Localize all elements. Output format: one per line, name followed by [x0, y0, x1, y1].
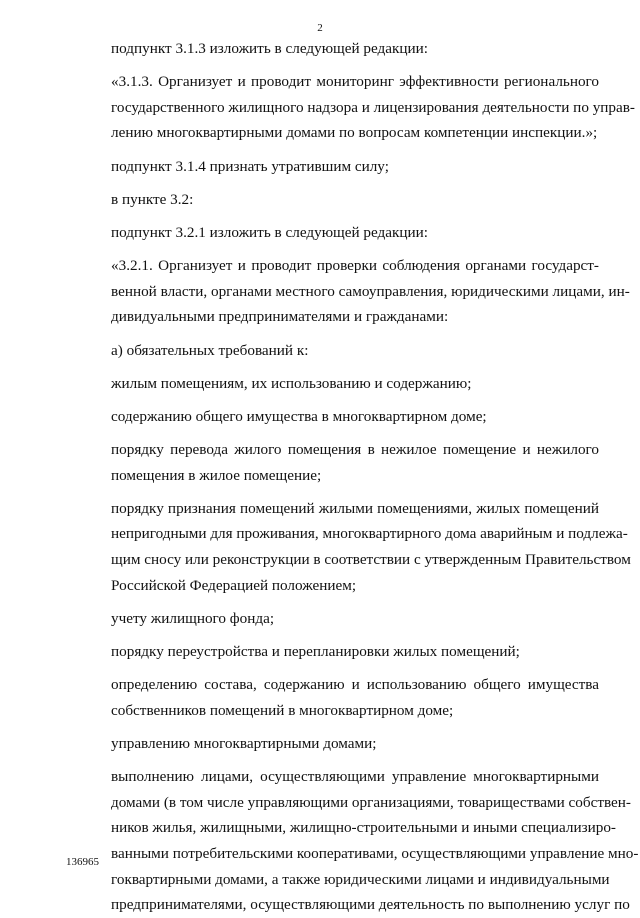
paragraph: [66, 154, 599, 180]
paragraph: [66, 606, 599, 632]
text-line: венной власти, органами местного самоуправления, юридическими лицами, ин-: [111, 282, 630, 300]
text-line: подпункт 3.1.3 изложить в следующей редакции:: [111, 40, 428, 57]
paragraph: [66, 371, 599, 397]
paragraph: [66, 731, 599, 757]
document-body: [66, 36, 639, 918]
paragraph: [66, 404, 599, 430]
text-line: а) обязательных требований к:: [111, 341, 309, 359]
text-line: помещения в жилое помещение;: [111, 466, 322, 484]
text-line: Российской Федерацией положением;: [111, 576, 357, 594]
text-line: подпункт 3.2.1 изложить в следующей редакции:: [111, 223, 428, 241]
paragraph: [66, 437, 599, 488]
text-line: учету жилищного фонда;: [111, 609, 275, 627]
paragraph: [66, 672, 599, 723]
text-line: порядку переустройства и перепланировки жилых помещений;: [111, 643, 520, 660]
page-number: 2: [317, 22, 323, 34]
text-line: содержанию общего имущества в многоквартирном доме;: [111, 407, 487, 425]
text-line: определению состава, содержанию и использованию общего имущества: [111, 676, 599, 694]
document-code: 136965: [66, 856, 99, 868]
paragraph: [66, 764, 639, 918]
text-line: порядку признания помещений жилыми помещениями, жилых помещений: [111, 499, 599, 517]
text-line: лению многоквартирными домами по вопросам компетенции инспекции.»;: [111, 124, 598, 142]
text-line: управлению многоквартирными домами;: [111, 734, 377, 752]
text-line: жилым помещениям, их использованию и содержанию;: [111, 374, 472, 392]
text-line: подпункт 3.1.4 признать утратившим силу;: [111, 157, 389, 175]
text-line: «3.1.3. Организует и проводит мониторинг эффективности регионального: [111, 73, 599, 91]
text-line: ванными потребительскими кооперативами, осуществляющими управление мно-: [111, 844, 639, 862]
paragraph: [66, 496, 631, 598]
text-line: в пункте 3.2:: [111, 190, 194, 208]
paragraph: [66, 36, 599, 62]
text-line: порядку перевода жилого помещения в нежилое помещение и нежилого: [111, 441, 599, 459]
text-line: собственников помещений в многоквартирном доме;: [111, 701, 454, 719]
text-line: ников жилья, жилищными, жилищно-строительными и иными специализиро-: [111, 819, 616, 837]
paragraph: [66, 220, 599, 246]
paragraph: [66, 69, 635, 146]
text-line: домами (в том числе управляющими организациями, товариществами собствен-: [111, 793, 631, 811]
paragraph: [66, 253, 630, 330]
paragraph: [66, 639, 599, 665]
text-line: «3.2.1. Организует и проводит проверки соблюдения органами государст-: [111, 257, 599, 275]
text-line: выполнению лицами, осуществляющими управление многоквартирными: [111, 768, 599, 786]
text-line: государственного жилищного надзора и лицензирования деятельности по управ-: [111, 98, 635, 116]
text-line: щим сносу или реконструкции в соответствии с утвержденным Правительством: [111, 551, 631, 569]
paragraph: [66, 187, 599, 213]
text-line: непригодными для проживания, многоквартирного дома аварийным и подлежа-: [111, 525, 628, 543]
paragraph: [66, 338, 599, 364]
text-line: предпринимателями, осуществляющими деятельность по выполнению услуг по: [111, 896, 630, 914]
text-line: дивидуальными предпринимателями и гражданами:: [111, 308, 449, 326]
text-line: гоквартирными домами, а также юридическими лицами и индивидуальными: [111, 870, 610, 888]
